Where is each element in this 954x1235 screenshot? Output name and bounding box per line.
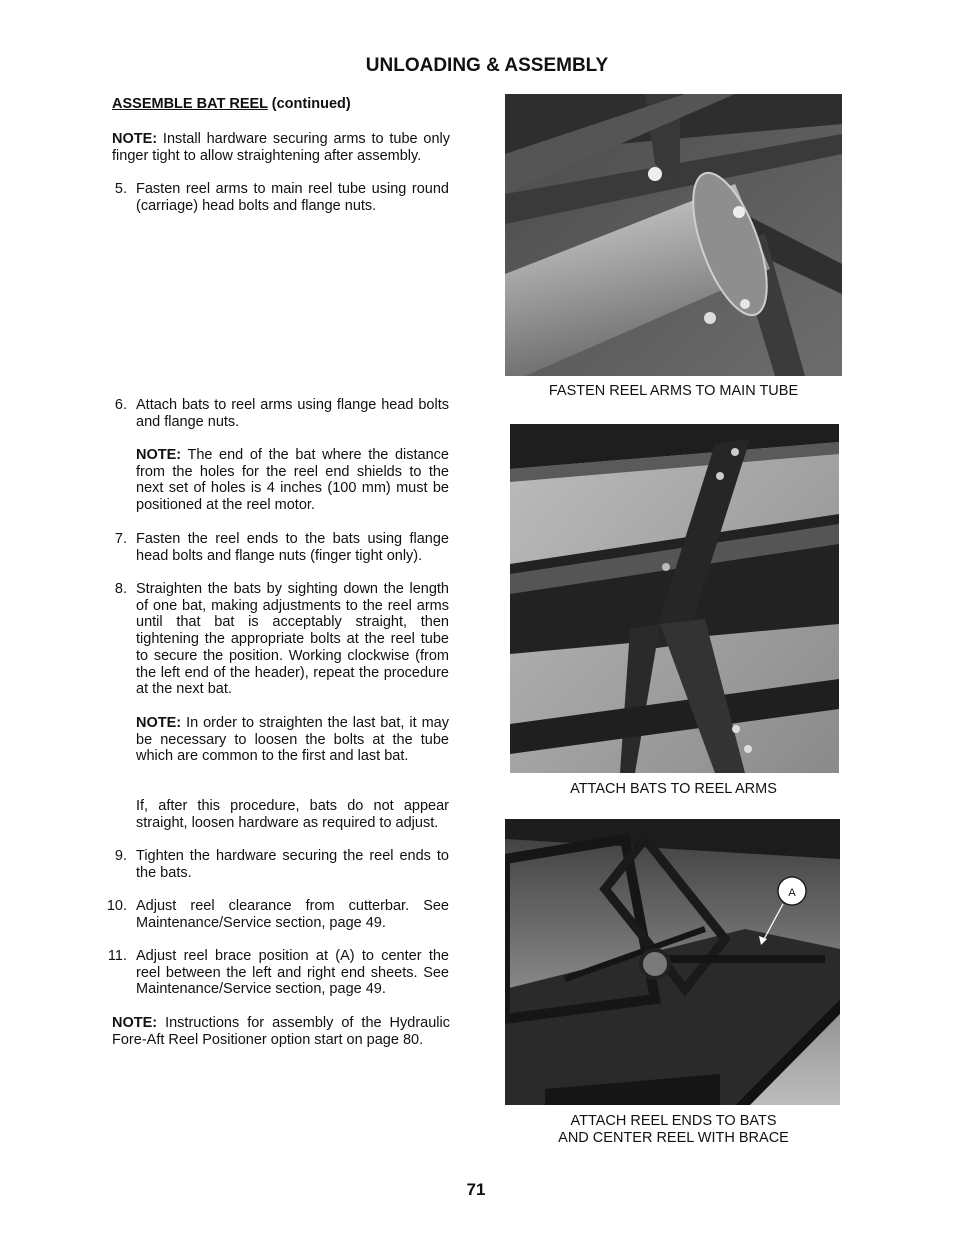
step-number: 6. bbox=[114, 397, 127, 413]
section-heading bbox=[112, 96, 351, 112]
step-number: 8. bbox=[114, 581, 127, 597]
note-text: In order to straighten the last bat, it may be necessary to loosen the bolts at the tube which are common to the first and last bat. bbox=[136, 715, 449, 765]
step-number: 9. bbox=[114, 848, 127, 864]
section-title-suffix: (continued) bbox=[267, 96, 351, 112]
page-number: 71 bbox=[466, 1180, 486, 1199]
photo-reel-ends-brace bbox=[505, 819, 840, 1105]
step-number: 11. bbox=[107, 948, 127, 964]
photo-reel-arms-graphic bbox=[505, 94, 842, 376]
page-title: UNLOADING & ASSEMBLY bbox=[365, 55, 609, 76]
figure-caption-line-2: AND CENTER REEL WITH BRACE bbox=[558, 1130, 789, 1146]
step-5-text: Fasten reel arms to main reel tube using round (carriage) head bolts and flange nuts. bbox=[136, 181, 449, 214]
section-title: ASSEMBLE BAT REEL bbox=[112, 96, 268, 112]
note-text: Instructions for assembly of the Hydraulic Fore-Aft Reel Positioner option start on page 80. bbox=[112, 1015, 450, 1048]
step-10-text: Adjust reel clearance from cutterbar. See Maintenance/Service section, page 49. bbox=[136, 898, 449, 931]
step-9-text: Tighten the hardware securing the reel ends to the bats. bbox=[136, 848, 449, 881]
photo-bats-reel-arms bbox=[510, 424, 839, 773]
note-label: NOTE: bbox=[112, 1015, 158, 1031]
note-label: NOTE: bbox=[112, 131, 158, 147]
step-6-text: Attach bats to reel arms using flange head bolts and flange nuts. bbox=[136, 397, 449, 430]
note-install-hardware bbox=[112, 131, 450, 164]
step-11-text: Adjust reel brace position at (A) to center the reel between the left and right end sheets. See Maintenance/Service section, page 49. bbox=[136, 948, 449, 998]
note-last-bat bbox=[136, 715, 449, 765]
note-text: The end of the bat where the distance from the holes for the reel end shields to the next set of holes is 4 inches (100 mm) must be positioned at the reel motor. bbox=[136, 447, 449, 514]
figure-caption-line-1: ATTACH REEL ENDS TO BATS bbox=[570, 1113, 777, 1129]
step-8-followup: If, after this procedure, bats do not appear straight, loosen hardware as required to adjust. bbox=[136, 798, 449, 831]
note-fore-aft bbox=[112, 1015, 450, 1048]
step-8-text: Straighten the bats by sighting down the length of one bat, making adjustments to the reel arms until that bat is acceptably straight, then tightening the appropriate bolts at the reel tube to secure the position. Working clockwise (from the left end of the header), repeat the procedure at the next bat. bbox=[136, 581, 449, 698]
step-7-text: Fasten the reel ends to the bats using flange head bolts and flange nuts (finger tight only). bbox=[136, 531, 449, 564]
step-number: 7. bbox=[114, 531, 127, 547]
figure-caption bbox=[505, 1113, 842, 1147]
note-text: Install hardware securing arms to tube only finger tight to allow straightening after assembly. bbox=[112, 131, 450, 164]
step-number: 10. bbox=[106, 898, 127, 914]
figure-caption: ATTACH BATS TO REEL ARMS bbox=[570, 781, 777, 797]
photo-reel-ends-graphic bbox=[505, 819, 840, 1105]
callout-a-label: A bbox=[788, 887, 796, 899]
figure-caption: FASTEN REEL ARMS TO MAIN TUBE bbox=[548, 383, 799, 399]
photo-bats-graphic bbox=[510, 424, 839, 773]
note-label: NOTE: bbox=[136, 715, 182, 731]
step-number: 5. bbox=[114, 181, 127, 197]
photo-reel-arms-main-tube bbox=[505, 94, 842, 376]
note-bat-end bbox=[136, 447, 449, 514]
note-label: NOTE: bbox=[136, 447, 182, 463]
